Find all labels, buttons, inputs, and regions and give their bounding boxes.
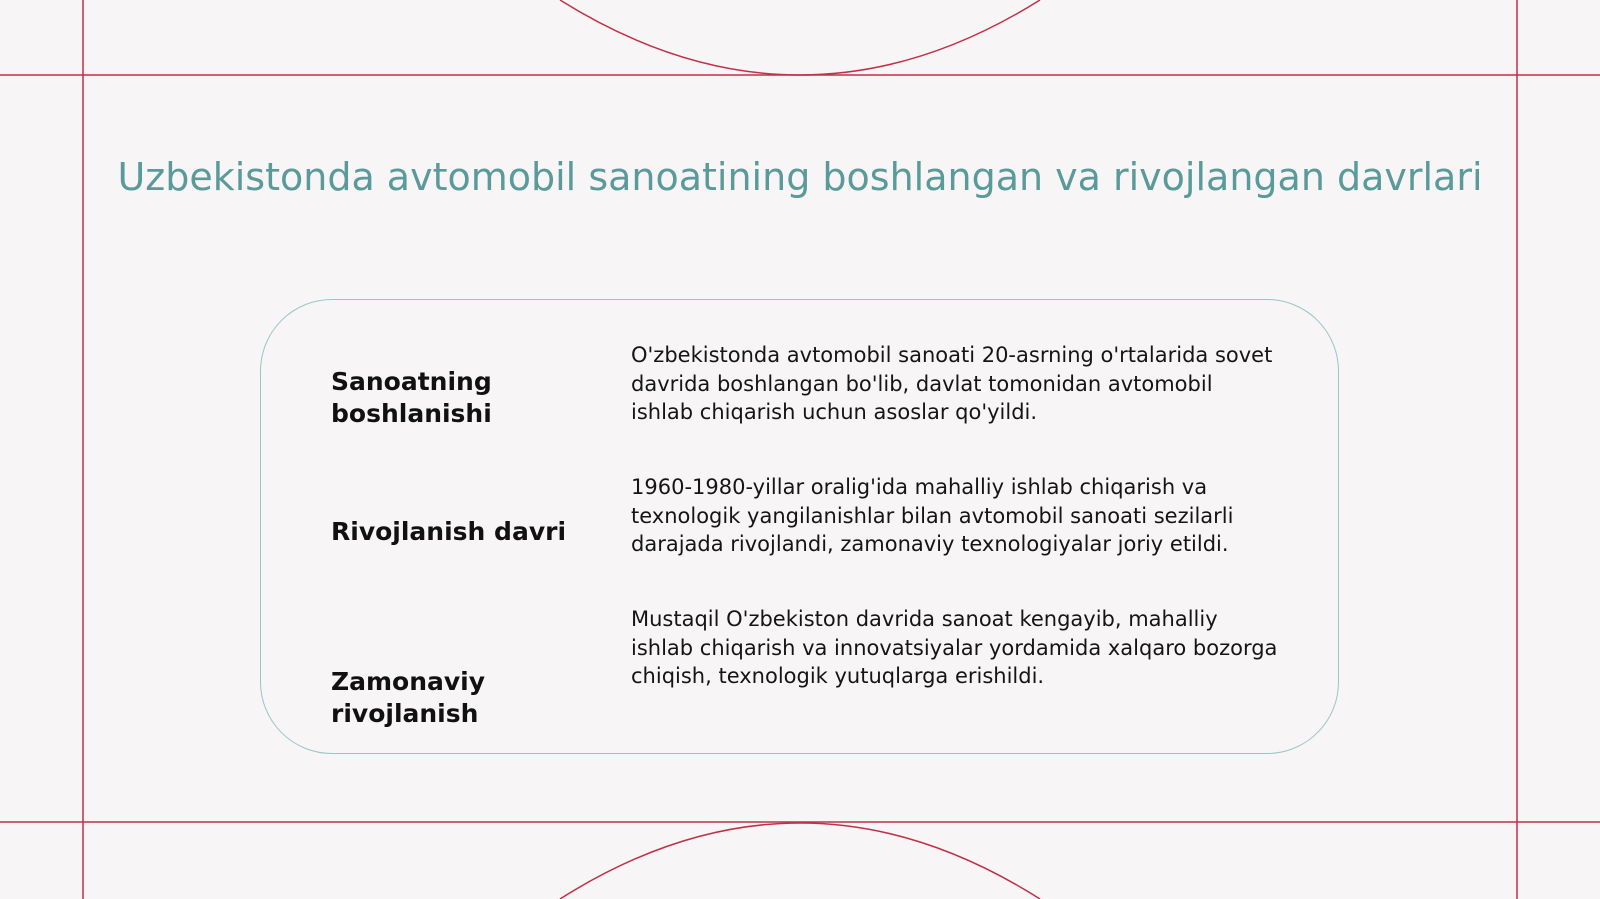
frame-arc-top bbox=[560, 0, 1040, 75]
row-label-start: Sanoatning boshlanishi bbox=[331, 367, 492, 428]
slide-title: Uzbekistonda avtomobil sanoatining boshlangan va rivojlangan davrlari bbox=[117, 155, 1483, 199]
frame-arc-bottom bbox=[560, 823, 1040, 899]
row-label-development: Rivojlanish davri bbox=[331, 517, 567, 546]
row-label-modern: Zamonaviy rivojlanish bbox=[331, 667, 486, 728]
row-text-start: O'zbekistonda avtomobil sanoati 20-asrning o'rtalarida sovet davrida boshlangan bo'lib, davlat tomonidan avtomobil ishlab chiqarish uchun asoslar qo'yildi. bbox=[631, 343, 1273, 424]
row-text-development: 1960-1980-yillar oralig'ida mahalliy ishlab chiqarish va texnologik yangilanishlar bilan avtomobil sanoati sezilarli darajada rivojlandi, zamonaviy texnologiyalar joriy etildi. bbox=[631, 475, 1234, 556]
row-text-modern: Mustaqil O'zbekiston davrida sanoat kengayib, mahalliy ishlab chiqarish va innovatsiyalar yordamida xalqaro bozorga chiqish, texnologik yutuqlarga erishildi. bbox=[631, 607, 1278, 688]
